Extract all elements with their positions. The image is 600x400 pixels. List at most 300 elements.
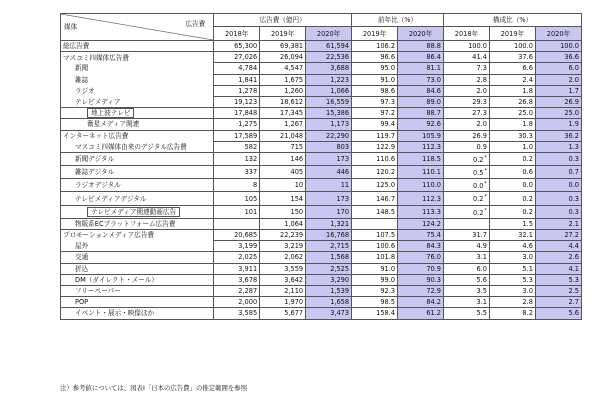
- yoy-cell: [398, 179, 444, 192]
- yoy-cell: [352, 166, 398, 179]
- row-label-text: フリーペーパー: [75, 287, 121, 296]
- yoy-cell-value: 84.2: [426, 298, 441, 307]
- spend-cell: [214, 205, 260, 218]
- spend-cell: [260, 192, 306, 205]
- yoy-cell-value: 99.4: [380, 120, 396, 129]
- share-cell-value: 1.7: [568, 86, 579, 95]
- share-cell: [535, 263, 581, 274]
- spend-cell-value: 405: [290, 168, 304, 177]
- row-label: [61, 141, 214, 152]
- yoy-cell: [352, 308, 398, 319]
- spend-cell-value: 22,290: [326, 131, 350, 140]
- yoy-cell-value: 118.5: [422, 154, 441, 163]
- yoy-cell-value: 122.9: [376, 142, 396, 151]
- spend-cell: [306, 274, 352, 285]
- spend-cell-value: 17,345: [280, 109, 304, 118]
- yoy-cell: [398, 308, 444, 319]
- share-cell: [535, 230, 581, 241]
- table-row: [61, 85, 582, 96]
- share-cell-value: 27.2: [564, 231, 579, 240]
- share-cell-value: 5.1: [522, 264, 533, 273]
- share-cell-value: 6.0: [568, 64, 579, 73]
- reference-value-mark: *: [484, 181, 487, 188]
- table-row: [61, 108, 582, 119]
- yoy-cell: [398, 230, 444, 241]
- share-cell-value: 2.0: [476, 120, 487, 129]
- spend-cell: [214, 263, 260, 274]
- spend-cell-value: 3,642: [284, 275, 304, 284]
- row-label: [61, 63, 214, 74]
- share-cell-value: 0.2: [472, 195, 484, 204]
- share-cell: [535, 152, 581, 165]
- share-cell-value: 4.9: [476, 242, 487, 251]
- yoy-cell-value: 81.1: [426, 64, 441, 73]
- row-label-text: 地上波テレビ: [87, 108, 134, 118]
- spend-cell: [306, 166, 352, 179]
- spend-cell-value: 3,688: [330, 64, 350, 73]
- yoy-cell-value: 72.9: [426, 287, 441, 296]
- spend-cell: [214, 74, 260, 85]
- yoy-cell: [398, 119, 444, 130]
- header-year-yoy-2019: 2019年: [352, 27, 398, 41]
- spend-cell: [214, 41, 260, 52]
- spend-cell-value: 2,000: [238, 298, 258, 307]
- spend-cell: [306, 141, 352, 152]
- spend-cell-value: 3,199: [238, 242, 258, 251]
- yoy-cell-value: 112.3: [422, 142, 441, 151]
- row-label: [61, 41, 214, 52]
- row-label: [61, 119, 214, 130]
- share-cell: [444, 166, 490, 179]
- row-label: [61, 308, 214, 319]
- spend-cell: [214, 308, 260, 319]
- share-cell-value: 30.3: [518, 131, 533, 140]
- spend-cell-value: 3,219: [284, 242, 304, 251]
- share-cell-value: 36.2: [564, 131, 579, 140]
- footnote: 注）参考値については、図表Ⅰ「日本の広告費」の推定範囲を参照: [60, 384, 248, 392]
- share-cell-value: 0.0: [522, 181, 533, 190]
- header-year-spend-2018: 2018年: [214, 27, 260, 41]
- spend-cell-value: 1,568: [330, 253, 350, 262]
- header-year-yoy-2020: 2020年: [398, 27, 444, 41]
- share-cell: [489, 63, 535, 74]
- row-label: [61, 297, 214, 308]
- row-label-text: DM（ダイレクト・メール）: [75, 275, 158, 284]
- yoy-cell: [352, 252, 398, 263]
- yoy-cell-value: 110.6: [376, 154, 396, 163]
- table-row: [61, 52, 582, 63]
- share-cell: [444, 192, 490, 205]
- spend-cell-value: 22,239: [280, 231, 304, 240]
- share-cell-value: 27.3: [472, 109, 487, 118]
- spend-cell-value: 8: [252, 181, 258, 190]
- row-label-text: マスコミ四媒体広告費: [63, 53, 129, 62]
- header-group-spend: 広告費（億円）: [214, 14, 352, 27]
- yoy-cell: [398, 241, 444, 252]
- share-cell-value: 26.8: [518, 98, 533, 107]
- spend-cell-value: 19,123: [234, 98, 258, 107]
- spend-cell-value: 146: [290, 154, 304, 163]
- spend-cell-value: 22,536: [326, 53, 350, 62]
- table-row: [61, 141, 582, 152]
- yoy-cell-value: 119.7: [376, 131, 396, 140]
- share-cell-value: 2.8: [522, 298, 533, 307]
- share-cell: [444, 308, 490, 319]
- share-cell-value: 29.3: [472, 98, 487, 107]
- share-cell: [535, 192, 581, 205]
- spend-cell: [260, 141, 306, 152]
- spend-cell-value: 132: [244, 154, 258, 163]
- row-label-text: 総広告費: [63, 42, 90, 51]
- share-cell-value: 0.3: [568, 154, 579, 163]
- share-cell-value: 5.6: [568, 309, 579, 318]
- yoy-cell: [352, 297, 398, 308]
- share-cell: [535, 297, 581, 308]
- spend-cell: [260, 179, 306, 192]
- table-row: [61, 308, 582, 319]
- yoy-cell: [398, 218, 444, 229]
- header-year-share-2020: 2020年: [535, 27, 581, 41]
- spend-cell-value: 1,260: [284, 86, 304, 95]
- spend-cell: [214, 252, 260, 263]
- spend-cell: [214, 108, 260, 119]
- table-row: [61, 74, 582, 85]
- yoy-cell: [398, 274, 444, 285]
- share-cell: [444, 218, 490, 229]
- spend-cell: [260, 308, 306, 319]
- spend-cell: [214, 166, 260, 179]
- spend-cell-value: 446: [336, 168, 350, 177]
- spend-cell: [260, 230, 306, 241]
- yoy-cell: [352, 192, 398, 205]
- share-cell-value: 4.4: [568, 242, 579, 251]
- share-cell-value: 2.0: [568, 75, 579, 84]
- yoy-cell-value: 76.0: [426, 253, 441, 262]
- share-cell: [444, 119, 490, 130]
- spend-cell-value: 154: [290, 194, 304, 203]
- yoy-cell-value: 112.3: [422, 194, 441, 203]
- header-year-share-2018: 2018年: [444, 27, 490, 41]
- spend-cell-value: 4,547: [284, 64, 304, 73]
- share-cell: [489, 85, 535, 96]
- yoy-cell: [352, 108, 398, 119]
- spend-cell: [260, 74, 306, 85]
- share-cell: [489, 41, 535, 52]
- spend-cell-value: 65,300: [234, 42, 258, 51]
- share-cell-value: 0.0: [472, 182, 484, 191]
- yoy-cell-value: 92.3: [380, 287, 396, 296]
- share-cell: [489, 74, 535, 85]
- row-label-text: プロモーションメディア広告費: [63, 231, 155, 240]
- share-cell: [535, 166, 581, 179]
- table-row: [61, 119, 582, 130]
- yoy-cell-value: 110.0: [422, 181, 441, 190]
- share-cell-value: 100.0: [560, 42, 579, 51]
- share-cell: [489, 52, 535, 63]
- spend-cell: [306, 74, 352, 85]
- share-cell: [489, 274, 535, 285]
- yoy-cell-value: 113.3: [422, 207, 441, 216]
- share-cell-value: 1.5: [522, 219, 533, 228]
- header-year-spend-2019: 2019年: [260, 27, 306, 41]
- row-label: [61, 285, 214, 296]
- yoy-cell-value: 96.6: [380, 53, 396, 62]
- table-row: [61, 274, 582, 285]
- row-label: [61, 52, 214, 63]
- spend-cell: [214, 192, 260, 205]
- share-cell-value: 6.0: [476, 264, 487, 273]
- share-cell: [535, 85, 581, 96]
- share-cell: [535, 308, 581, 319]
- row-label-text: インターネット広告費: [63, 131, 129, 140]
- yoy-cell: [398, 263, 444, 274]
- yoy-cell: [398, 141, 444, 152]
- header-group-share: 構成比（%）: [444, 14, 582, 27]
- share-cell-value: 0.7: [568, 168, 579, 177]
- spend-cell: [260, 130, 306, 141]
- share-cell-value: 25.0: [564, 109, 579, 118]
- yoy-cell-value: 99.0: [380, 275, 396, 284]
- share-cell-value: 0.5: [472, 169, 484, 178]
- share-cell: [444, 205, 490, 218]
- spend-cell: [306, 308, 352, 319]
- share-cell-value: 0.2: [522, 154, 533, 163]
- row-label-text: 交通: [75, 253, 89, 262]
- row-label-text: 折込: [75, 264, 89, 273]
- spend-cell-value: 3,585: [238, 309, 258, 318]
- yoy-cell-value: 73.0: [426, 75, 441, 84]
- spend-cell: [306, 297, 352, 308]
- spend-cell: [306, 285, 352, 296]
- yoy-cell: [398, 285, 444, 296]
- share-cell: [444, 252, 490, 263]
- share-cell-value: 0.9: [476, 142, 487, 151]
- spend-cell: [306, 152, 352, 165]
- share-cell: [535, 218, 581, 229]
- row-label: [61, 274, 214, 285]
- share-cell: [444, 130, 490, 141]
- share-cell-value: 6.6: [522, 64, 533, 73]
- spend-cell-value: 1,970: [284, 298, 304, 307]
- yoy-cell: [398, 52, 444, 63]
- share-cell-value: 0.6: [522, 168, 533, 177]
- yoy-cell-value: 95.0: [380, 64, 396, 73]
- yoy-cell-value: 100.6: [376, 242, 396, 251]
- table-row: [61, 41, 582, 52]
- share-cell-value: 2.5: [568, 287, 579, 296]
- yoy-cell-value: 91.0: [380, 264, 396, 273]
- yoy-cell-value: 101.8: [376, 253, 396, 262]
- yoy-cell: [398, 108, 444, 119]
- yoy-cell-value: 146.7: [376, 194, 396, 203]
- spend-cell-value: 2,110: [284, 287, 304, 296]
- yoy-cell: [398, 130, 444, 141]
- spend-cell: [214, 63, 260, 74]
- share-cell: [535, 96, 581, 107]
- spend-cell-value: 1,066: [330, 86, 350, 95]
- share-cell-value: 8.2: [522, 309, 533, 318]
- yoy-cell: [398, 85, 444, 96]
- yoy-cell: [398, 252, 444, 263]
- share-cell: [489, 230, 535, 241]
- share-cell-value: 41.4: [472, 53, 487, 62]
- reference-value-mark: *: [484, 207, 487, 214]
- spend-cell-value: 101: [244, 207, 258, 216]
- yoy-cell-value: 98.6: [380, 86, 396, 95]
- share-cell: [535, 285, 581, 296]
- spend-cell-value: 1,173: [330, 120, 350, 129]
- row-label: [61, 85, 214, 96]
- spend-cell: [214, 230, 260, 241]
- spend-cell-value: 2,525: [330, 264, 350, 273]
- spend-cell: [306, 130, 352, 141]
- share-cell: [535, 252, 581, 263]
- header-group-yoy: 前年比（%）: [352, 14, 444, 27]
- share-cell-value: 3.5: [476, 287, 487, 296]
- spend-cell: [214, 179, 260, 192]
- spend-cell: [260, 285, 306, 296]
- yoy-cell: [352, 263, 398, 274]
- share-cell: [489, 205, 535, 218]
- yoy-cell-value: 106.2: [376, 42, 396, 51]
- spend-cell-value: 173: [336, 154, 350, 163]
- share-cell: [489, 297, 535, 308]
- share-cell-value: 37.6: [518, 53, 533, 62]
- yoy-cell: [398, 166, 444, 179]
- spend-cell-value: 27,026: [234, 53, 258, 62]
- spend-cell-value: 1,658: [330, 298, 350, 307]
- yoy-cell: [352, 241, 398, 252]
- share-cell: [535, 108, 581, 119]
- yoy-cell: [398, 152, 444, 165]
- spend-cell: [260, 41, 306, 52]
- share-cell-value: 1.9: [568, 120, 579, 129]
- spend-cell: [214, 297, 260, 308]
- yoy-cell-value: 88.8: [426, 42, 441, 51]
- ad-spend-table: [60, 13, 582, 320]
- yoy-cell: [352, 218, 398, 229]
- table-row: [61, 152, 582, 165]
- spend-cell-value: 150: [290, 207, 304, 216]
- share-cell: [535, 274, 581, 285]
- share-cell-value: 4.1: [568, 264, 579, 273]
- spend-cell: [214, 141, 260, 152]
- spend-cell-value: 18,612: [280, 98, 304, 107]
- row-label: [61, 218, 214, 229]
- share-cell-value: 0.2: [472, 156, 484, 165]
- spend-cell-value: 2,062: [284, 253, 304, 262]
- share-cell-value: 0.3: [568, 194, 579, 203]
- row-label-text: POP: [75, 298, 89, 307]
- spend-cell-value: 1,064: [284, 219, 304, 228]
- spend-cell: [260, 152, 306, 165]
- row-label-text: 屋外: [75, 242, 89, 251]
- share-cell: [489, 241, 535, 252]
- share-cell-value: 5.5: [476, 309, 487, 318]
- reference-value-mark: *: [484, 154, 487, 161]
- yoy-cell: [352, 274, 398, 285]
- yoy-cell-value: 84.3: [426, 242, 441, 251]
- share-cell-value: 0.2: [522, 207, 533, 216]
- spend-cell-value: 2,287: [238, 287, 258, 296]
- spend-cell-value: 105: [244, 194, 258, 203]
- spend-cell-value: 11: [340, 181, 350, 190]
- spend-cell-value: 21,048: [280, 131, 304, 140]
- yoy-cell: [398, 297, 444, 308]
- spend-cell: [306, 252, 352, 263]
- spend-cell: [306, 192, 352, 205]
- yoy-cell-value: 86.4: [426, 53, 441, 62]
- table-row: [61, 205, 582, 218]
- yoy-cell: [352, 179, 398, 192]
- yoy-cell-value: 120.2: [376, 168, 396, 177]
- spend-cell: [214, 274, 260, 285]
- table-row: [61, 252, 582, 263]
- share-cell: [489, 192, 535, 205]
- spend-cell-value: 1,275: [238, 120, 258, 129]
- row-label: [61, 74, 214, 85]
- header-corner-cell: [61, 14, 214, 41]
- share-cell-value: 26.9: [472, 131, 487, 140]
- spend-cell-value: 61,594: [326, 42, 350, 51]
- reference-value-mark: *: [484, 168, 487, 175]
- share-cell: [489, 119, 535, 130]
- share-cell: [444, 263, 490, 274]
- yoy-cell: [352, 52, 398, 63]
- share-cell-value: 2.1: [568, 219, 579, 228]
- share-cell: [489, 263, 535, 274]
- spend-cell-value: 1,321: [330, 219, 350, 228]
- spend-cell: [306, 63, 352, 74]
- table-row: [61, 63, 582, 74]
- spend-cell: [214, 130, 260, 141]
- spend-cell-value: 17,589: [234, 131, 258, 140]
- spend-cell-value: 5,677: [284, 309, 304, 318]
- share-cell: [444, 241, 490, 252]
- share-cell: [489, 130, 535, 141]
- spend-cell-value: 3,911: [238, 264, 258, 273]
- spend-cell-value: 17,848: [234, 109, 258, 118]
- row-label: [61, 166, 214, 179]
- spend-cell: [260, 108, 306, 119]
- row-label-text: 新聞デジタル: [75, 154, 115, 163]
- spend-cell: [260, 241, 306, 252]
- yoy-cell: [352, 130, 398, 141]
- spend-cell-value: 173: [336, 194, 350, 203]
- share-cell: [444, 85, 490, 96]
- yoy-cell: [352, 63, 398, 74]
- share-cell-value: 2.8: [476, 75, 487, 84]
- share-cell: [489, 108, 535, 119]
- spend-cell: [260, 166, 306, 179]
- yoy-cell: [398, 74, 444, 85]
- yoy-cell-value: 125.0: [376, 181, 396, 190]
- row-label: [61, 263, 214, 274]
- spend-cell-value: 337: [244, 168, 258, 177]
- row-label-text: 新聞: [75, 64, 89, 73]
- reference-value-mark: *: [484, 194, 487, 201]
- table-row: [61, 192, 582, 205]
- yoy-cell: [352, 119, 398, 130]
- spend-cell: [214, 52, 260, 63]
- share-cell: [535, 179, 581, 192]
- row-label-text: 物販系ECプラットフォーム広告費: [75, 219, 176, 228]
- share-cell: [489, 141, 535, 152]
- row-label: [61, 152, 214, 165]
- share-cell: [444, 41, 490, 52]
- row-label: [61, 108, 214, 119]
- share-cell-value: 0.0: [568, 181, 579, 190]
